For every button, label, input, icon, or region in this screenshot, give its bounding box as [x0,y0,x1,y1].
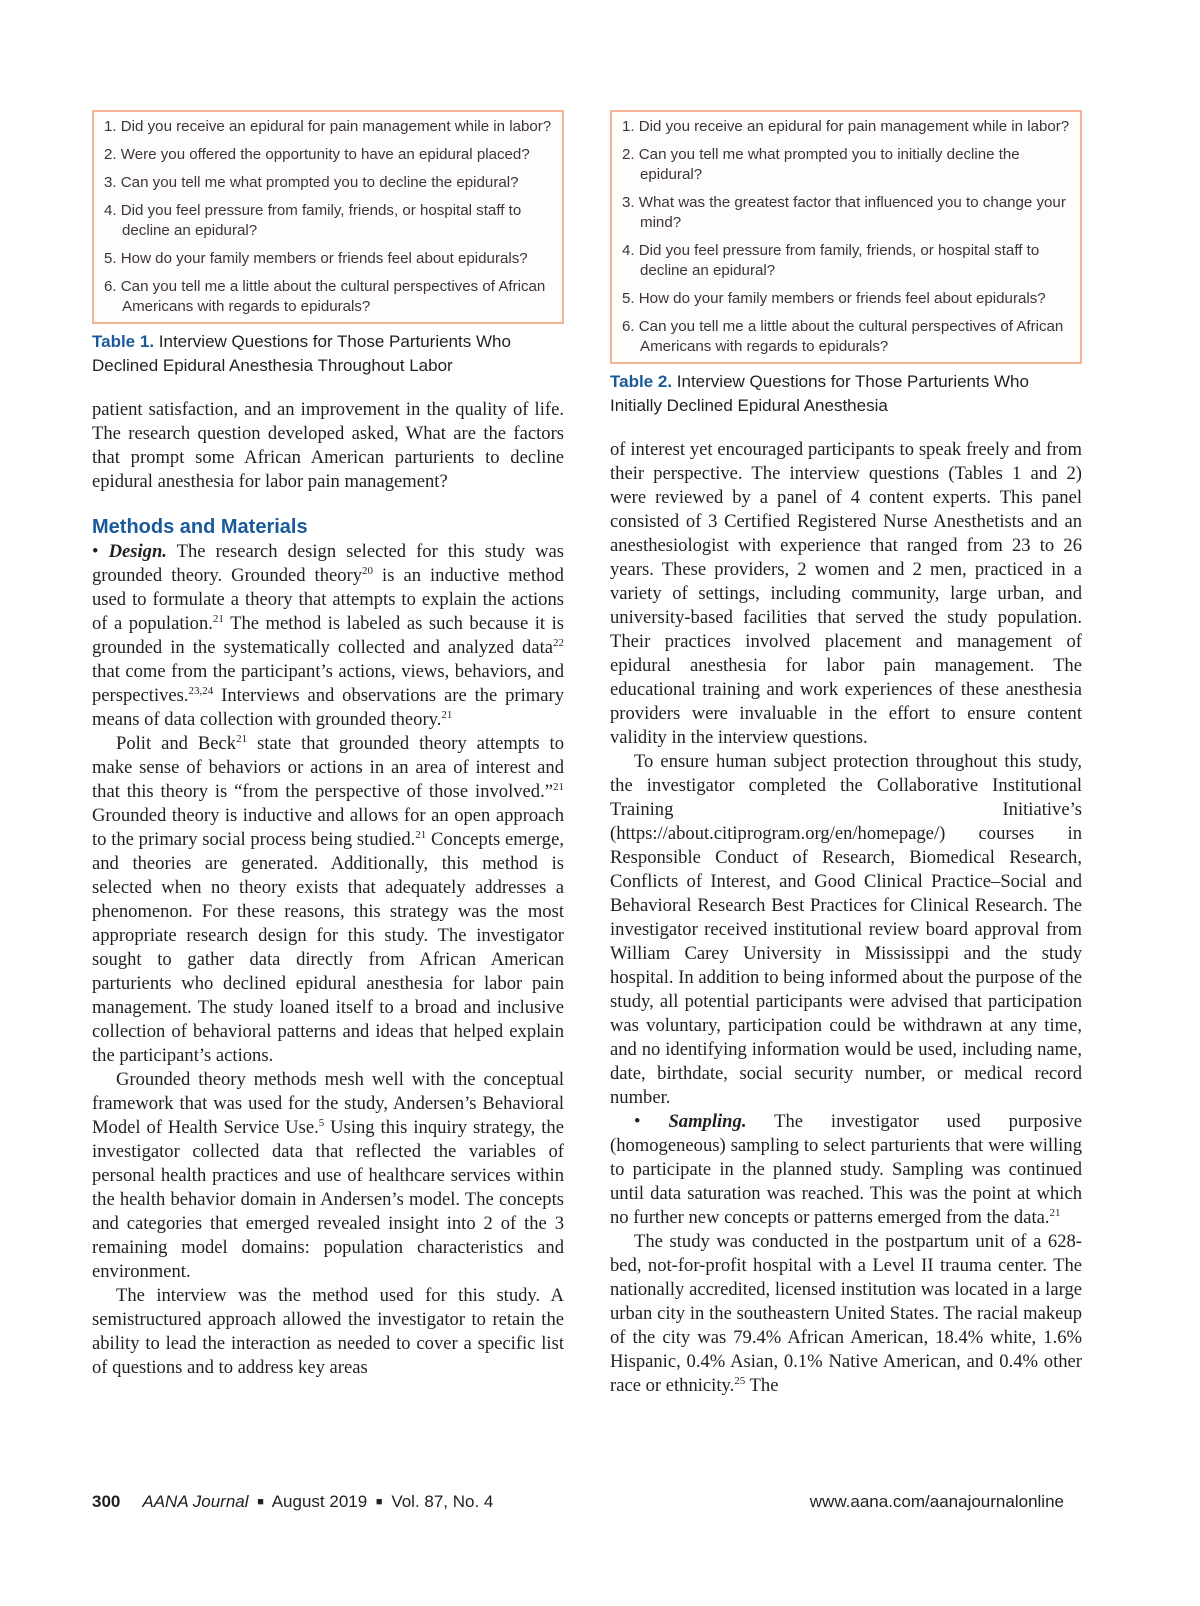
table2-question-box [610,110,1082,364]
table1-question: 2. Were you offered the opportunity to have an epidural placed? [104,146,530,163]
paragraph-text: The research design selected for this study was grounded theory. Grounded theory [92,541,564,586]
methods-heading: Methods and Materials [92,516,308,538]
paragraph-text: state that grounded theory attempts to make sense of behaviors or actions in an area of interest and that this theory is “from the perspective of those involved.” [92,733,564,802]
interview-paragraph: The interview was the method used for this study. A semistructured approach allowed the investigator to retain the ability to lead the interaction as needed to cover a specific list of questions and to address key areas [92,1285,564,1378]
human-subject-paragraph: To ensure human subject protection throughout this study, the investigator completed the Collaborative Institutional Training Initiative’s (https://about.citiprogram.org/en/homepage/) courses in Responsible Conduct of Research, Biomedical Research, Conflicts of Interest, and Good Clinical Practice–Social and Behavioral Research Best Practices for Clinical Research. The investigator received institutional review board approval from William Carey University in Mississippi and the study hospital. In addition to being informed about the purpose of the study, all potential participants were advised that participation was voluntary, participation could be withdrawn at any time, and no identifying information would be used, including name, date, birthdate, social security number, or medical record number. [610,751,1082,1108]
table2-caption-label: Table 2. [610,372,673,391]
table1-question: 6. Can you tell me a little about the cultural perspectives of African Americans with regards to epidurals? [104,278,546,315]
table1-question: 5. How do your family members or friends feel about epidurals? [104,250,528,267]
table2-question-list [622,117,1070,357]
paragraph-text: that come from the participant’s actions, views, behaviors, and perspectives. [92,661,564,706]
design-paragraph [92,540,564,732]
paragraph-text: Grounded theory methods mesh well with the conceptual framework that was used for the study, Andersen’s Behavioral Model of Health Service Use. [92,1069,564,1138]
table2-question: 3. What was the greatest factor that influenced you to change your mind? [622,194,1066,231]
table1-caption [92,330,564,378]
reference-superscript: 20 [362,564,374,577]
sampling-paragraph [610,1110,1082,1230]
reference-superscript: 21 [415,828,427,841]
right-column [610,110,1082,1398]
paragraph-text: The [745,1375,779,1396]
paragraph-text: Using this inquiry strategy, the investigator collected data that reflected the variables of personal health practices and use of healthcare services within the health behavior domain in Andersen’s model. The concepts and categories that emerged revealed insight into 2 of the 3 remaining model domains: population characteristics and environment. [92,1117,564,1282]
table2-question: 4. Did you feel pressure from family, friends, or hospital staff to decline an epidural? [622,242,1040,279]
volume-info: Vol. 87, No. 4 [391,1492,494,1511]
separator-square-icon: ■ [257,1496,264,1508]
reference-superscript: 22 [553,636,564,649]
table1-question: 3. Can you tell me what prompted you to decline the epidural? [104,174,519,191]
paragraph-text: Grounded theory is inductive and allows for an open approach to the primary social process being studied. [92,805,564,850]
paragraph-text: The investigator used purposive (homogeneous) sampling to select parturients that were willing to participate in the planned study. Sampling was continued until data saturation was reached. This was the point at which no further new concepts or patterns emerged from the data. [610,1111,1082,1228]
bullet: • [92,541,99,562]
reference-superscript: 21 [236,732,248,745]
table1-caption-text: Interview Questions for Those Parturients Who Declined Epidural Anesthesia Throughout Labor [92,332,511,375]
sampling-label: Sampling. [668,1111,747,1132]
reference-superscript: 5 [318,1116,325,1129]
intro-paragraph: patient satisfaction, and an improvement in the quality of life. The research question developed asked, What are the factors that prompt some African American parturients to decline epidural anesthesia for labor pain management? [92,399,564,492]
reference-superscript: 21 [441,708,453,721]
left-body-text [92,398,564,1380]
paragraph-text: Polit and Beck [116,733,237,754]
framework-paragraph [92,1068,564,1284]
table1-question-box [92,110,564,324]
table2-question: 5. How do your family members or friends feel about epidurals? [622,290,1046,307]
reference-superscript: 21 [212,612,224,625]
paragraph-text: The method is labeled as such because it is grounded in the systematically collected and analyzed data [92,613,564,658]
paragraph-text: Interviews and observations are the primary means of data collection with grounded theory. [92,685,564,730]
paragraph-text: The study was conducted in the postpartum unit of a 628-bed, not-for-profit hospital with a Level II trauma center. The nationally accredited, licensed institution was located in a large urban city in the southeastern United States. The racial makeup of the city was 79.4% African American, 18.4% white, 1.6% Hispanic, 0.4% Asian, 0.1% Native American, and 0.4% other race or ethnicity. [610,1231,1082,1396]
bullet: • [634,1111,641,1132]
table2-question: 1. Did you receive an epidural for pain management while in labor? [622,118,1070,135]
reference-superscript: 21 [553,780,564,793]
issue-date: August 2019 [271,1492,368,1511]
paragraph-text: Concepts emerge, and theories are generated. Additionally, this method is selected when no theory exists that adequately addresses a phenomenon. For these reasons, this strategy was the most appropriate research design for this study. The investigator sought to gather data directly from African American parturients who declined epidural anesthesia for labor pain management. The study loaned itself to a broad and inclusive collection of behavioral patterns and ideas that helped explain the participant’s actions. [92,829,564,1066]
setting-paragraph [610,1230,1082,1398]
right-body-text [610,438,1082,1398]
separator-square-icon: ■ [375,1496,383,1508]
page-footer [92,1492,1064,1520]
journal-name: AANA Journal [142,1492,249,1511]
page-number: 300 [92,1492,121,1511]
table1-caption-label: Table 1. [92,332,155,351]
reference-superscript: 25 [734,1374,746,1387]
table2-question: 6. Can you tell me a little about the cultural perspectives of African Americans with regards to epidurals? [622,318,1064,355]
design-label: Design. [108,541,167,562]
reference-superscript: 23,24 [188,684,214,697]
table1-question-list [104,117,552,317]
table1-question: 1. Did you receive an epidural for pain management while in labor? [104,118,552,135]
polit-beck-paragraph [92,732,564,1068]
left-column [92,110,564,1380]
table1-question: 4. Did you feel pressure from family, friends, or hospital staff to decline an epidural? [104,202,522,239]
journal-url: www.aana.com/aanajournalonline [809,1492,1064,1511]
paragraph-text: is an inductive method used to formulate a theory that attempts to explain the actions of a population. [92,565,564,634]
table2-caption [610,370,1082,418]
table2-caption-text: Interview Questions for Those Parturients Who Initially Declined Epidural Anesthesia [610,372,1029,415]
reference-superscript: 21 [1049,1206,1061,1219]
content-validity-paragraph: of interest yet encouraged participants to speak freely and from their perspective. The interview questions (Tables 1 and 2) were reviewed by a panel of 4 content experts. This panel consisted of 3 Certified Registered Nurse Anesthetists and an anesthesiologist with experience that ranged from 23 to 26 years. These providers, 2 women and 2 men, practiced in a variety of settings, including community, large urban, and university-based facilities that served the study population. Their practices involved placement and management of epidural anesthesia for labor pain management. The educational training and work experiences of these anesthesia providers were invaluable in the effort to ensure content validity in the interview questions. [610,439,1082,748]
table2-question: 2. Can you tell me what prompted you to initially decline the epidural? [622,146,1020,183]
